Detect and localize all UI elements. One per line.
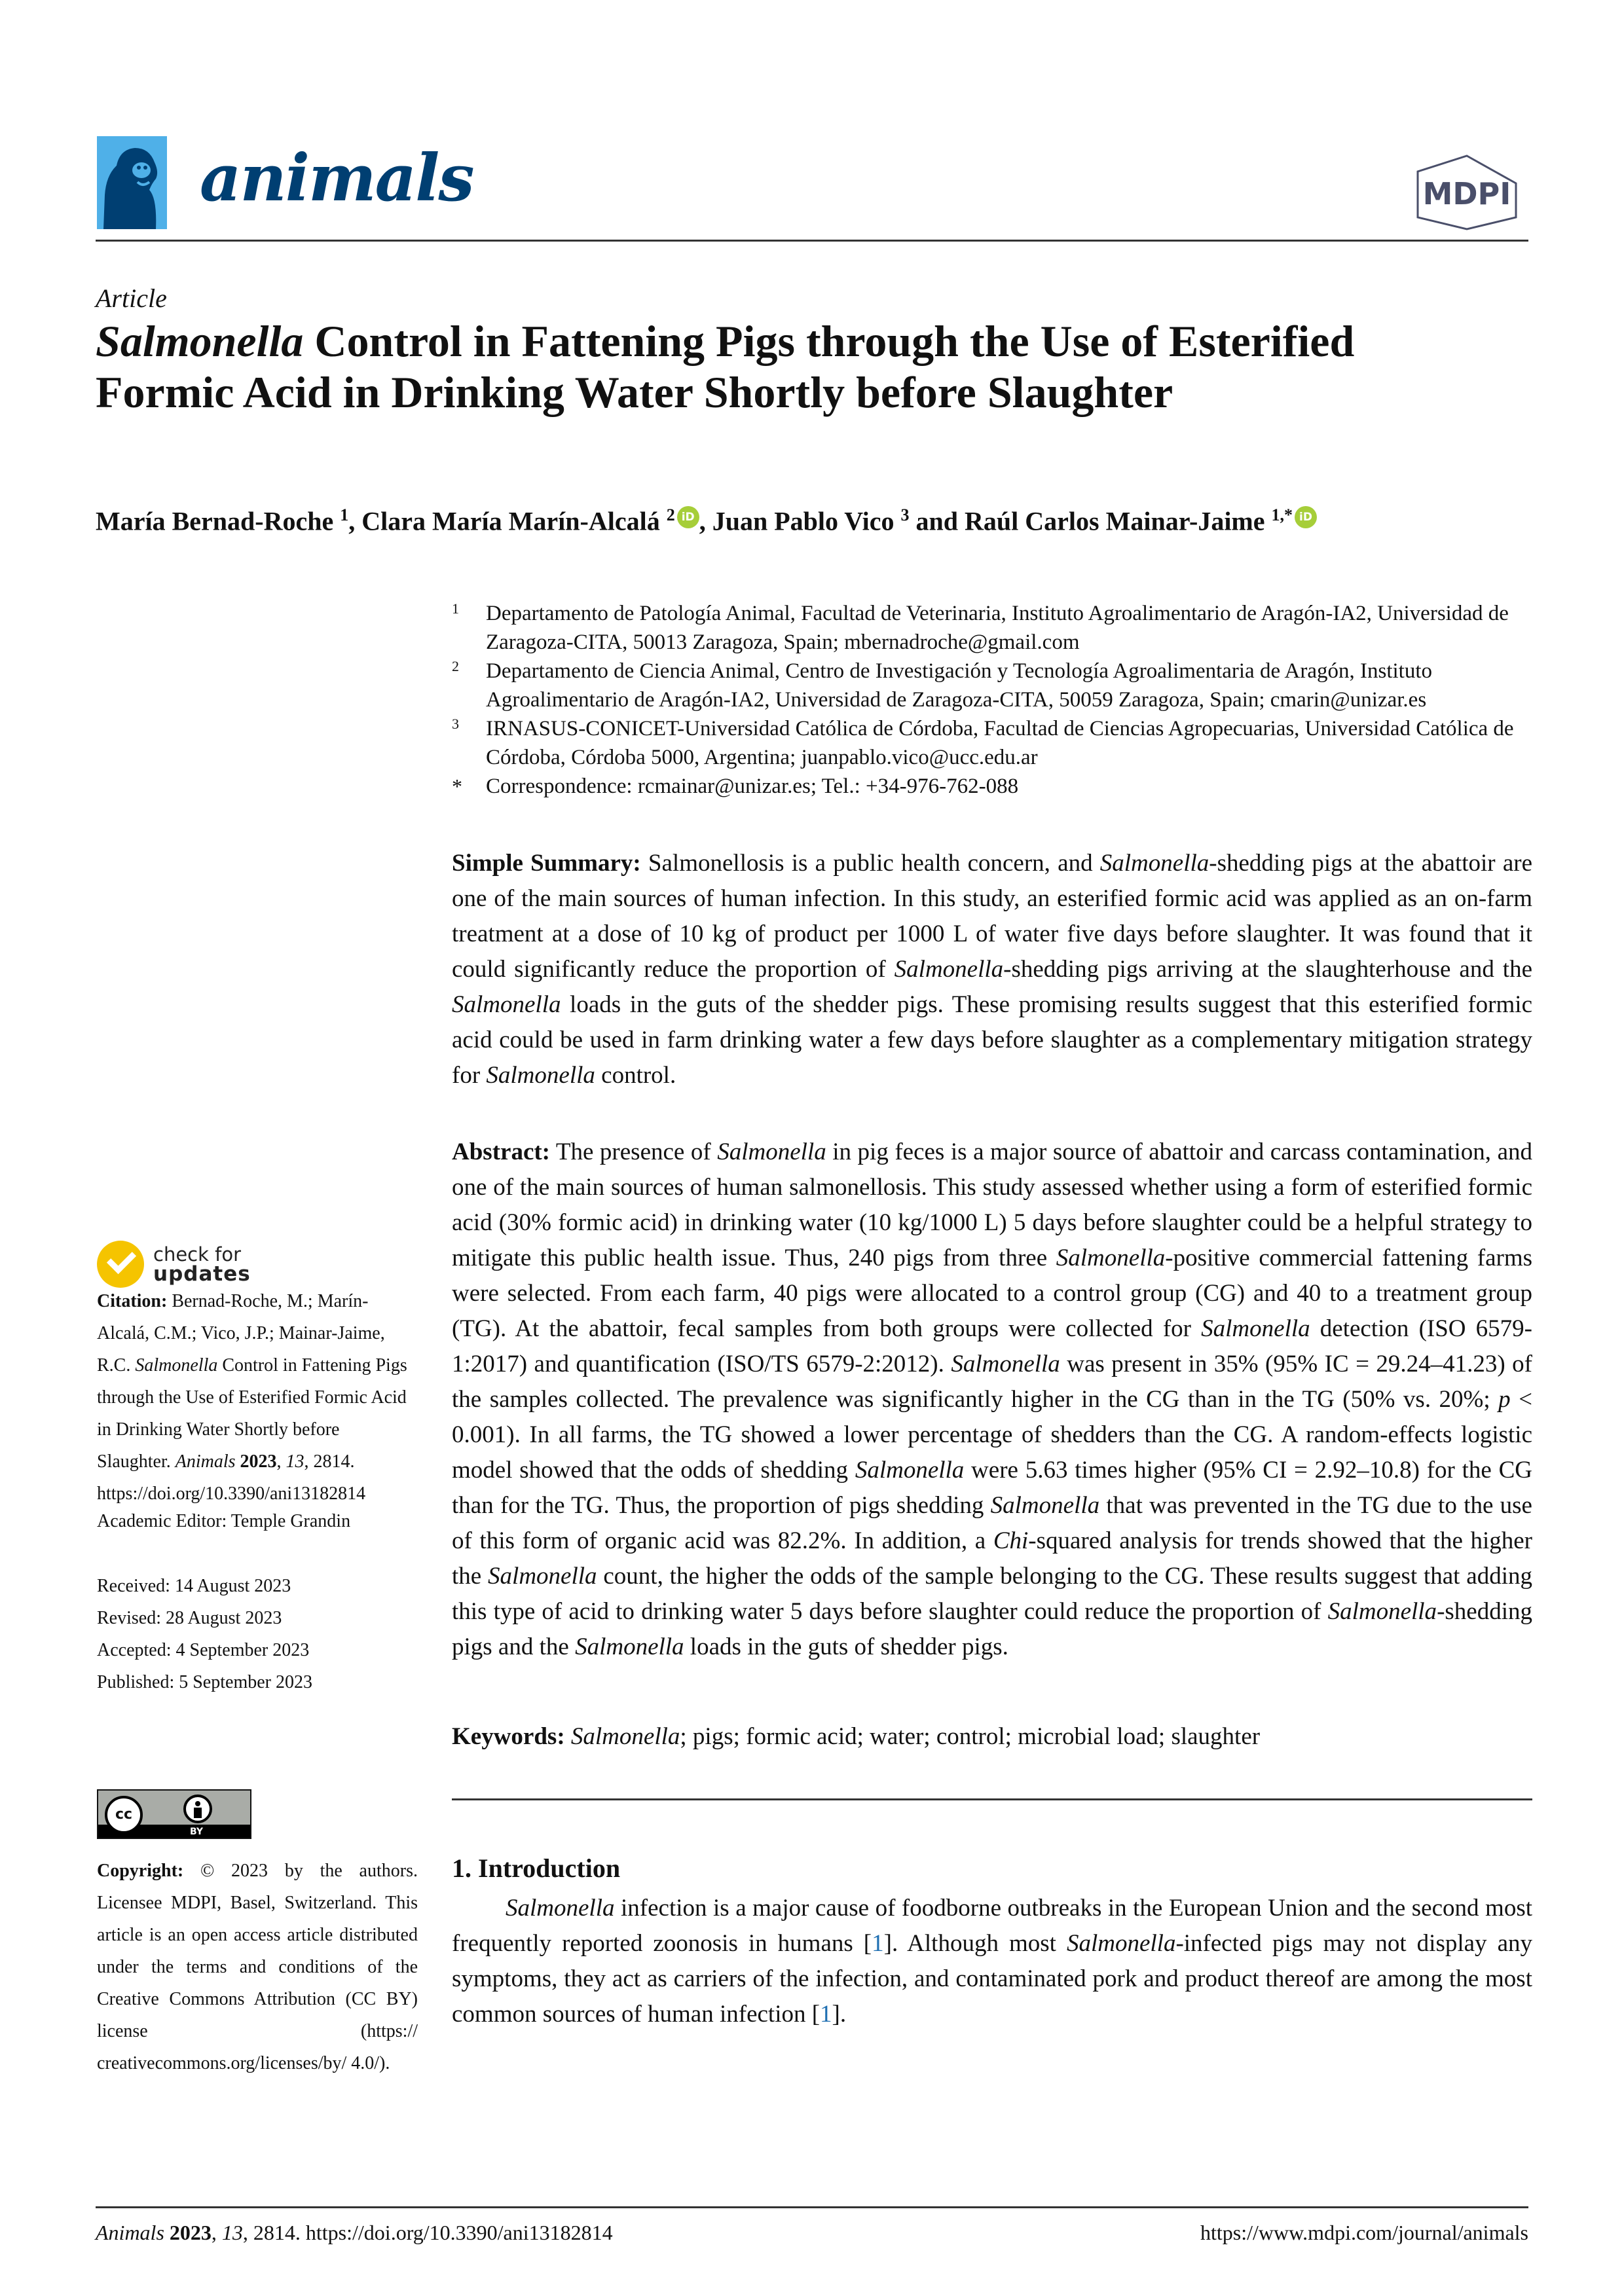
author-list xyxy=(96,505,1536,536)
abstract-text: in pig feces is a major source of abattoir and carcass contamination, and one of the main sources of human salmonellosis. This study assessed whether using a form of esterified formic acid (30% formic acid) in drinking water (10 kg/1000 L) 5 days before slaughter could be a helpful strategy to mitigate this public health issue. Thus, 240 pigs from three xyxy=(452,1139,1532,1271)
citation-year: 2023 xyxy=(235,1451,277,1472)
citation-link[interactable]: 1 xyxy=(872,1930,884,1957)
author-name[interactable]: Clara María Marín-Alcalá xyxy=(361,506,660,536)
title-rest: Control in Fattening Pigs through the Use of Esterified Formic Acid in Drinking Water Shortly before Slaughter xyxy=(96,316,1355,417)
summary-text: Salmonellosis is a public health concern, and xyxy=(640,850,1100,877)
footer-rule xyxy=(96,2206,1528,2208)
footer-doi[interactable]: , 2814. https://doi.org/10.3390/ani13182814 xyxy=(242,2221,613,2244)
affiliation-number: 3 xyxy=(452,716,459,732)
summary-label: Simple Summary: xyxy=(452,850,641,877)
article-type: Article xyxy=(96,283,167,313)
abstract-italic: Salmonella xyxy=(1201,1315,1310,1342)
abstract-text: loads in the guts of shedder pigs. xyxy=(684,1633,1008,1660)
intro-text: ]. Although most xyxy=(883,1930,1067,1957)
attribution-person-icon xyxy=(183,1795,212,1823)
author-name[interactable]: Juan Pablo Vico xyxy=(712,506,895,536)
abstract-text: -squared analysis for trends showed that the higher the xyxy=(452,1527,1533,1590)
abstract-text: -positive commercial fattening farms were selected. From each farm, 40 pigs were allocated to a control group (CG) and 40 to a treatment group (TG). At the abattoir, fecal samples from both groups were collected for xyxy=(452,1245,1532,1342)
affiliation-item xyxy=(452,657,1532,714)
cc-icon: cc xyxy=(105,1796,143,1834)
citation-block: Citation: Bernad-Roche, M.; Marín-Alcalá, C.M.; Vico, J.P.; Mainar-Jaime, R.C. Salmonella Control in Fattening Pigs through the Use of Esterified Formic Acid in Drinking Water Shortly before Slaughter. Animals 2023, 13, 2814. https://doi.org/10.3390/ani13182814 xyxy=(97,1291,407,1504)
abstract-text: count, the higher the odds of the sample belonging to the CG. These results suggest that adding this type of acid to drinking water 5 days before slaughter could reduce the proportion of xyxy=(452,1563,1532,1625)
copyright-notice xyxy=(97,1855,418,2079)
abstract-italic: Salmonella xyxy=(1327,1598,1437,1625)
doi-link[interactable]: https://doi.org/10.3390/ani13182814 xyxy=(97,1484,366,1504)
summary-text: loads in the guts of the shedder pigs. These promising results suggest that this esterified formic acid could be used in farm drinking water a few days before slaughter as a complementary mitigation strategy for xyxy=(452,991,1532,1089)
check-updates-label xyxy=(153,1245,251,1284)
author-name[interactable]: María Bernad-Roche xyxy=(96,506,334,536)
academic-editor: Academic Editor: Temple Grandin xyxy=(97,1511,351,1531)
abstract-text: were 5.63 times higher (95% CI = 2.92–10.8) for the CG than for the TG. Thus, the proportion of pigs shedding xyxy=(452,1457,1532,1519)
affiliation-number: * xyxy=(452,774,462,798)
abstract-text: The presence of xyxy=(550,1139,718,1165)
intro-text: ]. xyxy=(832,2001,847,2028)
abstract-text: -shedding pigs and the xyxy=(452,1598,1532,1660)
footer-year: 2023 xyxy=(169,2221,212,2244)
affiliation-item xyxy=(452,599,1532,657)
affiliation-text: IRNASUS-CONICET-Universidad Católica de Córdoba, Facultad de Ciencias Agropecuarias, Universidad Católica de Córdoba, Córdoba 5000, Argentina; juanpablo.vico@ucc.edu.ar xyxy=(486,717,1514,769)
summary-text: control. xyxy=(595,1062,676,1089)
affiliation-text: Departamento de Ciencia Animal, Centro de Investigación y Tecnología Agroalimentaria de Aragón, Instituto Agroalimentario de Aragón-IA2, Universidad de Zaragoza-CITA, 50059 Zaragoza, Spain; cmarin@unizar.es xyxy=(486,659,1433,712)
abstract xyxy=(452,1135,1532,1665)
introduction-text xyxy=(452,1891,1532,2032)
abstract-italic: p xyxy=(1498,1386,1511,1413)
citation-volume: 13 xyxy=(286,1451,304,1472)
keywords-label: Keywords: xyxy=(452,1723,565,1750)
abstract-text: < 0.001). In all farms, the TG showed a lower percentage of shedders than the CG. A random-effects logistic model showed that the odds of shedding xyxy=(452,1386,1532,1484)
intro-paragraph xyxy=(452,1891,1532,2032)
citation-text: Control in Fattening Pigs through the Use of Esterified Formic Acid in Drinking Water Shortly before Slaughter. xyxy=(97,1355,407,1472)
keyword-italic: Salmonella xyxy=(570,1723,680,1750)
citation-label: Citation: xyxy=(97,1291,168,1311)
abstract-italic: Salmonella xyxy=(951,1351,1060,1377)
date-revised: Revised: 28 August 2023 xyxy=(97,1608,282,1628)
abstract-text: that was prevented in the TG due to the use of this form of organic acid was 82.2%. In addition, a xyxy=(452,1492,1532,1554)
journal-url-link[interactable]: https://www.mdpi.com/journal/animals xyxy=(1200,2221,1528,2244)
summary-text: -shedding pigs arriving at the slaughterhouse and the xyxy=(1003,956,1532,983)
affiliation-number: 1 xyxy=(452,600,459,617)
copyright-label: Copyright: xyxy=(97,1861,184,1881)
footer-journal: Animals xyxy=(96,2221,164,2244)
summary-italic: Salmonella xyxy=(452,991,561,1018)
publication-dates xyxy=(97,1570,418,1698)
affiliation-number: 2 xyxy=(452,658,459,674)
date-published: Published: 5 September 2023 xyxy=(97,1672,312,1692)
copyright-text: © 2023 by the authors. Licensee MDPI, Basel, Switzerland. This article is an open access article distributed under the terms and conditions of the Creative Commons Attribution (CC BY) license (https:// creativecommons.org/licenses/by/ 4.0/). xyxy=(97,1861,418,2073)
abstract-italic: Salmonella xyxy=(855,1457,965,1484)
header-rule xyxy=(96,240,1528,242)
author-affil: 2 xyxy=(666,505,675,524)
abstract-italic: Salmonella xyxy=(717,1139,826,1165)
date-accepted: Accepted: 4 September 2023 xyxy=(97,1640,310,1660)
abstract-italic: Salmonella xyxy=(575,1633,684,1660)
footer-citation: Animals 2023, 13, 2814. https://doi.org/10.3390/ani13182814 xyxy=(96,2221,613,2244)
orcid-icon[interactable]: iD xyxy=(677,506,699,528)
journal-logo xyxy=(97,136,167,229)
citation-journal: Animals xyxy=(175,1451,236,1472)
affiliation-text: Departamento de Patología Animal, Facultad de Veterinaria, Instituto Agroalimentario de Aragón-IA2, Universidad de Zaragoza-CITA, 50013 Zaragoza, Spain; mbernadroche@gmail.com xyxy=(486,602,1509,654)
mdpi-logo xyxy=(1408,152,1526,230)
check-updates-line1: check for xyxy=(153,1243,241,1266)
checkmark-icon xyxy=(97,1241,144,1288)
article-title xyxy=(96,316,1438,418)
cc-by-license-badge[interactable] xyxy=(97,1789,251,1839)
abstract-label: Abstract: xyxy=(452,1139,551,1165)
abstract-text: detection (ISO 6579-1:2017) and quantification (ISO/TS 6579-2:2012). xyxy=(452,1315,1532,1377)
orcid-icon[interactable]: iD xyxy=(1295,506,1317,528)
intro-italic: Salmonella xyxy=(1066,1930,1176,1957)
citation-pages: , 2814. xyxy=(304,1451,355,1472)
section-rule xyxy=(452,1798,1532,1800)
abstract-text: was present in 35% (95% IC = 29.24–41.23) of the samples collected. The prevalence was significantly higher in the CG than in the TG (50% vs. 20%; xyxy=(452,1351,1532,1413)
summary-italic: Salmonella xyxy=(894,956,1004,983)
author-separator: , xyxy=(699,506,712,536)
check-updates-line2: updates xyxy=(153,1262,251,1286)
summary-text: -shedding pigs at the abattoir are one of the main sources of human infection. In this study, an esterified formic acid was applied as an on-farm treatment at a dose of 10 kg of product per 1000 L of water five days before slaughter. It was found that it could significantly reduce the proportion of xyxy=(452,850,1532,983)
title-italic: Salmonella xyxy=(96,316,304,366)
svg-text:MDPI: MDPI xyxy=(1422,176,1511,211)
citation-italic: Salmonella xyxy=(135,1355,218,1376)
abstract-italic: Chi xyxy=(993,1527,1029,1554)
abstract-italic: Salmonella xyxy=(488,1563,597,1590)
author-affil: 1,* xyxy=(1271,505,1293,524)
affiliation-item xyxy=(452,714,1532,772)
keywords-text: ; pigs; formic acid; water; control; microbial load; slaughter xyxy=(680,1723,1261,1750)
author-separator: and xyxy=(909,506,965,536)
summary-italic: Salmonella xyxy=(486,1062,595,1089)
author-affil: 3 xyxy=(900,505,910,524)
correspondence-text: Correspondence: rcmainar@unizar.es; Tel.: +34-976-762-088 xyxy=(486,774,1019,798)
abstract-italic: Salmonella xyxy=(1056,1245,1166,1271)
monkey-icon xyxy=(97,136,167,229)
section-heading: 1. Introduction xyxy=(452,1853,621,1883)
intro-text: -infected pigs may not display any symptoms, they act as carriers of the infection, and contaminated pork and product thereof are among the most common sources of human infection [ xyxy=(452,1930,1532,2028)
check-for-updates-button[interactable] xyxy=(97,1241,251,1288)
affiliation-item xyxy=(452,772,1532,801)
keywords xyxy=(452,1719,1532,1755)
author-name[interactable]: Raúl Carlos Mainar-Jaime xyxy=(965,506,1265,536)
summary-italic: Salmonella xyxy=(1099,850,1209,877)
intro-italic: Salmonella xyxy=(506,1895,615,1922)
author-affil: 1 xyxy=(340,505,349,524)
citation-text: Bernad-Roche, M.; Marín-Alcalá, C.M.; Vico, J.P.; Mainar-Jaime, R.C. xyxy=(97,1291,385,1376)
by-label: BY xyxy=(190,1827,204,1837)
journal-name: animals xyxy=(200,141,473,216)
intro-text: infection is a major cause of foodborne outbreaks in the European Union and the second most frequently reported zoonosis in humans [ xyxy=(452,1895,1532,1957)
citation-link[interactable]: 1 xyxy=(820,2001,832,2028)
footer-volume: 13 xyxy=(221,2221,243,2244)
affiliations xyxy=(452,599,1532,801)
author-separator: , xyxy=(348,506,362,536)
abstract-italic: Salmonella xyxy=(990,1492,1100,1519)
date-received: Received: 14 August 2023 xyxy=(97,1576,291,1596)
simple-summary xyxy=(452,846,1532,1093)
